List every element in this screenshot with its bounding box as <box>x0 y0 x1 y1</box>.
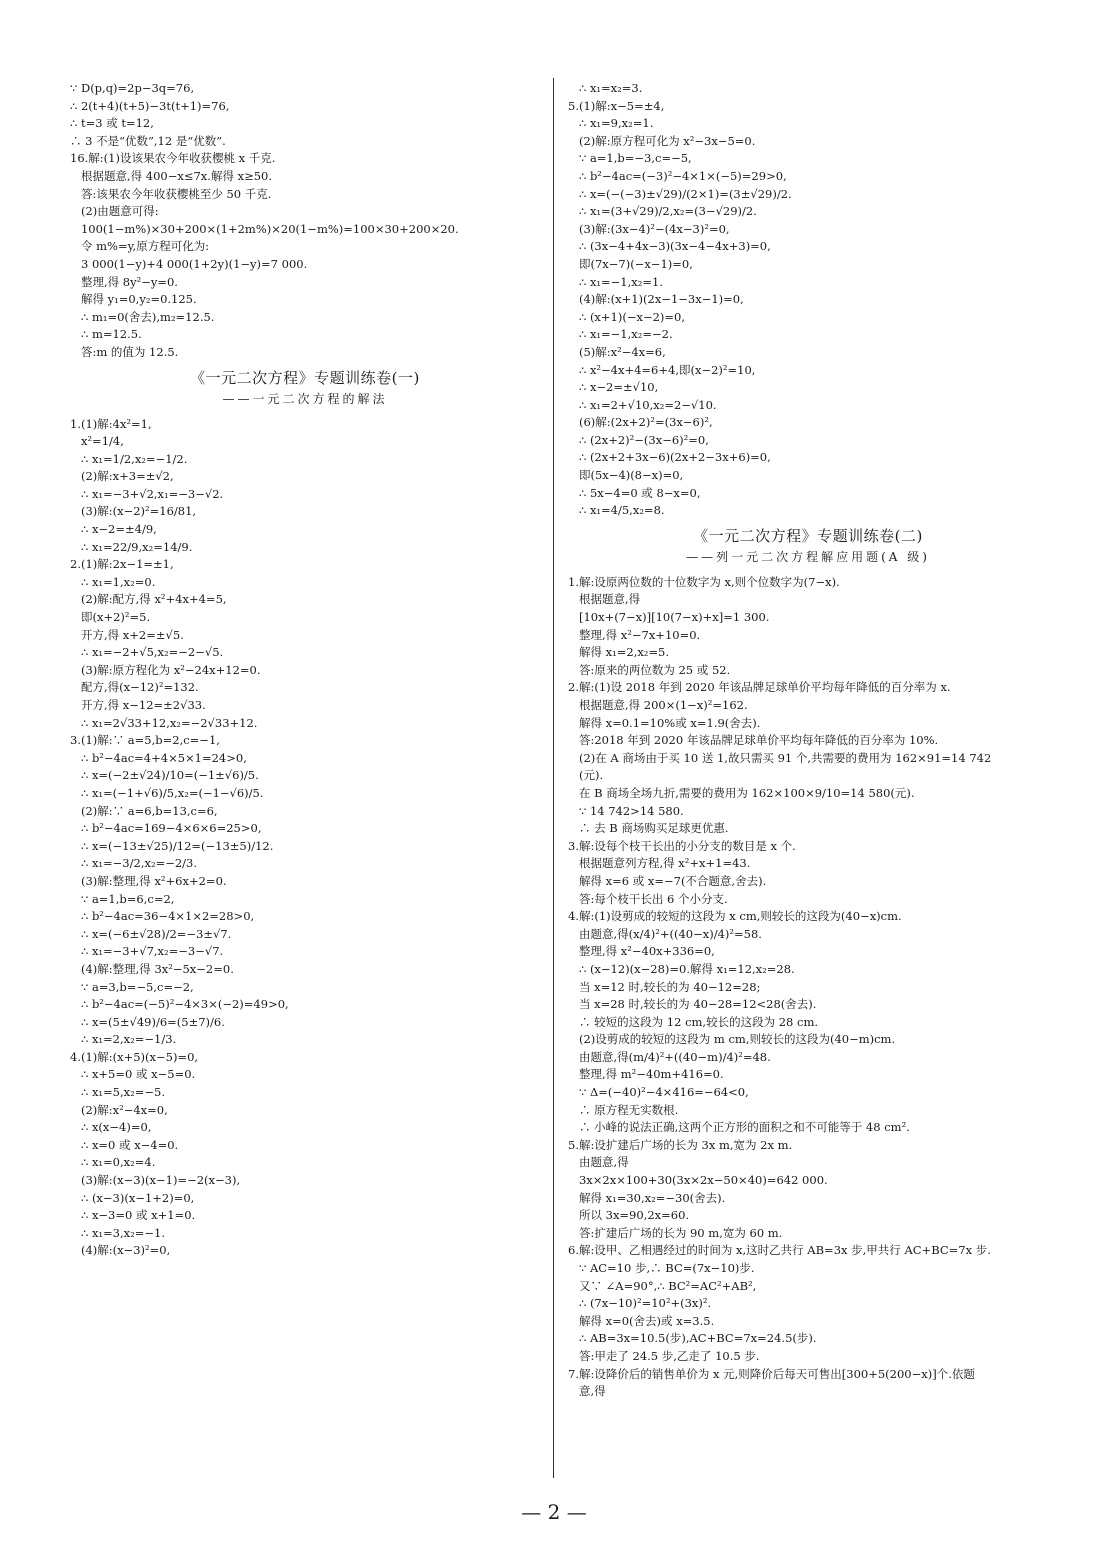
text-line: ∴ x₁=(−1+√6)/5,x₂=(−1−√6)/5. <box>70 785 264 800</box>
text-line: 由题意,得(m/4)²+((40−m)/4)²=48. <box>568 1049 771 1064</box>
text-line: ∴ x=(−(−3)±√29)/(2×1)=(3±√29)/2. <box>568 186 792 201</box>
text-line: ∴ x₁=−2+√5,x₂=−2−√5. <box>70 645 224 660</box>
text-line: 5.解:设扩建后广场的长为 3x m,宽为 2x m. <box>568 1137 793 1152</box>
text-line: 3x×2x×100+30(3x×2x−50×40)=642 000. <box>568 1173 828 1188</box>
text-line: 3.(1)解:∵ a=5,b=2,c=−1, <box>70 733 220 748</box>
text-line: 解得 x=6 或 x=−7(不合题意,舍去). <box>568 873 767 888</box>
text-line: 由题意,得(x/4)²+((40−x)/4)²=58. <box>568 926 762 941</box>
text-line: (6)解:(2x+2)²=(3x−6)², <box>568 415 713 430</box>
section-subtitle-1: ——一元二次方程的解法 <box>222 391 388 406</box>
text-line: 开方,得 x−12=±2√33. <box>70 698 206 712</box>
text-line: ∴ 小峰的说法正确,这两个正方形的面积之和不可能等于 48 cm². <box>568 1120 910 1135</box>
left-block-solutions <box>70 416 540 1261</box>
text-line: 解得 x₁=2,x₂=5. <box>568 645 670 660</box>
text-line: ∴ AB=3x=10.5(步),AC+BC=7x=24.5(步). <box>568 1331 817 1346</box>
left-block-continuation <box>70 80 540 362</box>
text-line: ∴ 2(t+4)(t+5)−3t(t+1)=76, <box>70 98 230 113</box>
text-line: ∴ 5x−4=0 或 8−x=0, <box>568 485 701 500</box>
text-line: ∴ b²−4ac=169−4×6×6=25>0, <box>70 821 262 836</box>
text-line: 100(1−m%)×30+200×(1+2m%)×20(1−m%)=100×30+200×20. <box>70 221 459 236</box>
text-line: ∵ a=3,b=−5,c=−2, <box>70 979 194 994</box>
text-line: ∴ 原方程无实数根. <box>568 1102 679 1117</box>
text-line: ∴ (x+1)(−x−2)=0, <box>568 309 686 324</box>
text-line: ∴ (2x+2)²−(3x−6)²=0, <box>568 432 709 447</box>
text-line: (4)解:(x−3)²=0, <box>70 1243 171 1258</box>
text-line: 解得 x=0(舍去)或 x=3.5. <box>568 1313 715 1328</box>
text-line: (5)解:x²−4x=6, <box>568 344 666 359</box>
text-line: ∴ (x−3)(x−1+2)=0, <box>70 1190 195 1205</box>
text-line: ∴ x₁=22/9,x₂=14/9. <box>70 539 193 554</box>
page-number: — 2 — <box>521 1500 587 1524</box>
text-line: (2)解:原方程可化为 x²−3x−5=0. <box>568 133 756 148</box>
text-line: 整理,得 8y²−y=0. <box>70 274 178 289</box>
text-line: 6.解:设甲、乙相遇经过的时间为 x,这时乙共行 AB=3x 步,甲共行 AC+BC=7x 步. <box>568 1243 991 1258</box>
text-line: (4)解:整理,得 3x²−5x−2=0. <box>70 961 234 976</box>
text-line: ∴ x₁=−3+√2,x₁=−3−√2. <box>70 486 224 501</box>
text-line: 即(5x−4)(8−x)=0, <box>568 468 684 483</box>
text-line: 根据题意,得 <box>568 592 641 607</box>
text-line: 解得 x₁=30,x₂=−30(舍去). <box>568 1190 726 1205</box>
text-line: 答:m 的值为 12.5. <box>70 344 179 359</box>
text-line: ∴ x=(−13±√25)/12=(−13±5)/12. <box>70 838 274 853</box>
text-line: ∴ b²−4ac=(−3)²−4×1×(−5)=29>0, <box>568 168 787 183</box>
text-line: 整理,得 x²−40x+336=0, <box>568 944 715 959</box>
text-line: (3)解:(x−2)²=16/81, <box>70 504 197 519</box>
text-line: (元). <box>568 768 604 783</box>
text-line: ∴ (2x+2+3x−6)(2x+2−3x+6)=0, <box>568 450 771 465</box>
text-line: 当 x=28 时,较长的为 40−28=12<28(舍去). <box>568 997 817 1012</box>
text-line: 由题意,得 <box>568 1155 629 1170</box>
text-line: ∴ x₁=2√33+12,x₂=−2√33+12. <box>70 715 258 730</box>
text-line: ∴ 3 不是“优数”,12 是“优数”. <box>70 133 226 148</box>
text-line: 根据题意,得 400−x≤7x.解得 x≥50. <box>70 168 273 183</box>
text-line: 整理,得 x²−7x+10=0. <box>568 627 701 642</box>
text-line: 1.解:设原两位数的十位数字为 x,则个位数字为(7−x). <box>568 574 840 589</box>
text-line: (2)由题意可得: <box>70 204 159 219</box>
text-line: ∴ x₁=(3+√29)/2,x₂=(3−√29)/2. <box>568 204 757 219</box>
text-line: ∴ x₁=−1,x₂=−2. <box>568 327 673 342</box>
text-line: (3)解:整理,得 x²+6x+2=0. <box>70 873 227 888</box>
section-subtitle-2: ——列一元二次方程解应用题(A 级) <box>686 549 930 564</box>
text-line: ∴ x₁=−1,x₂=1. <box>568 274 663 289</box>
text-line: 答:扩建后广场的长为 90 m,宽为 60 m. <box>568 1225 783 1240</box>
text-line: ∵ 14 742>14 580. <box>568 803 684 818</box>
text-line: 答:2018 年到 2020 年该品牌足球单价平均每年降低的百分率为 10%. <box>568 733 939 748</box>
text-line: 根据题意列方程,得 x²+x+1=43. <box>568 856 751 871</box>
text-line: 4.(1)解:(x+5)(x−5)=0, <box>70 1049 199 1064</box>
text-line: ∴ (x−12)(x−28)=0.解得 x₁=12,x₂=28. <box>568 961 795 976</box>
text-line: 2.(1)解:2x−1=±1, <box>70 557 174 572</box>
text-line: x²=1/4, <box>70 434 124 449</box>
text-line: 答:甲走了 24.5 步,乙走了 10.5 步. <box>568 1348 760 1363</box>
text-line: ∴ x₁=9,x₂=1. <box>568 116 654 131</box>
text-line: ∴ x−3=0 或 x+1=0. <box>70 1208 196 1223</box>
text-line: ∴ x₁=4/5,x₂=8. <box>568 503 665 518</box>
right-block-solutions <box>568 80 1048 520</box>
text-line: 在 B 商场全场九折,需要的费用为 162×100×9/10=14 580(元). <box>568 785 915 800</box>
text-line: (2)在 A 商场由于买 10 送 1,故只需买 91 个,共需要的费用为 162×91=14 742 <box>568 750 992 765</box>
text-line: ∴ (3x−4+4x−3)(3x−4−4x+3)=0, <box>568 239 771 254</box>
column-divider <box>553 78 554 1478</box>
text-line: 解得 x=0.1=10%或 x=1.9(舍去). <box>568 715 761 730</box>
text-line: ∴ x₁=x₂=3. <box>568 81 643 95</box>
text-line: 当 x=12 时,较长的为 40−12=28; <box>568 979 761 994</box>
text-line: ∴ x₁=−3+√7,x₂=−3−√7. <box>70 944 224 959</box>
left-column <box>70 80 540 1260</box>
text-line: 5.(1)解:x−5=±4, <box>568 98 665 113</box>
text-line: 即(x+2)²=5. <box>70 610 151 625</box>
text-line: ∴ x₁=2,x₂=−1/3. <box>70 1032 177 1047</box>
text-line: ∴ x₁=2+√10,x₂=2−√10. <box>568 397 717 412</box>
text-line: ∴ x+5=0 或 x−5=0. <box>70 1067 196 1082</box>
text-line: ∴ (7x−10)²=10²+(3x)². <box>568 1296 712 1311</box>
text-line: ∴ b²−4ac=4+4×5×1=24>0, <box>70 750 247 765</box>
text-line: ∴ x₁=5,x₂=−5. <box>70 1085 165 1100</box>
text-line: 答:每个枝干长出 6 个小分支. <box>568 891 728 906</box>
text-line: (2)解:配方,得 x²+4x+4=5, <box>70 592 227 607</box>
text-line: 7.解:设降价后的销售单价为 x 元,则降价后每天可售出[300+5(200−x)]个.依题 <box>568 1366 975 1381</box>
text-line: (2)设剪成的较短的这段为 m cm,则较长的这段为(40−m)cm. <box>568 1032 896 1047</box>
text-line: ∴ x₁=1,x₂=0. <box>70 574 156 589</box>
text-line: ∴ x−2=±√10, <box>568 380 659 395</box>
text-line: 2.解:(1)设 2018 年到 2020 年该品牌足球单价平均每年降低的百分率为 x. <box>568 680 951 695</box>
text-line: 1.(1)解:4x²=1, <box>70 416 152 431</box>
text-line: 4.解:(1)设剪成的较短的这段为 x cm,则较长的这段为(40−x)cm. <box>568 909 902 924</box>
text-line: (4)解:(x+1)(2x−1−3x−1)=0, <box>568 292 744 307</box>
text-line: ∴ x(x−4)=0, <box>70 1120 152 1135</box>
right-column <box>568 80 1048 1401</box>
text-line: ∴ b²−4ac=(−5)²−4×3×(−2)=49>0, <box>70 997 289 1012</box>
text-line: (2)解:x²−4x=0, <box>70 1102 168 1117</box>
text-line: ∴ x₁=3,x₂=−1. <box>70 1225 165 1240</box>
text-line: ∵ a=1,b=6,c=2, <box>70 891 175 906</box>
text-line: 3 000(1−y)+4 000(1+2y)(1−y)=7 000. <box>70 256 308 271</box>
text-line: ∴ 较短的这段为 12 cm,较长的这段为 28 cm. <box>568 1014 819 1029</box>
text-line: 意,得 <box>568 1384 606 1399</box>
text-line: ∵ D(p,q)=2p−3q=76, <box>70 81 195 95</box>
text-line: ∴ x=(−6±√28)/2=−3±√7. <box>70 926 232 941</box>
text-line: ∴ x−2=±4/9, <box>70 522 157 537</box>
text-line: ∴ m=12.5. <box>70 327 142 342</box>
text-line: [10x+(7−x)][10(7−x)+x]=1 300. <box>568 610 770 625</box>
text-line: 所以 3x=90,2x=60. <box>568 1208 690 1223</box>
text-line: 解得 y₁=0,y₂=0.125. <box>70 292 197 307</box>
text-line: ∴ t=3 或 t=12, <box>70 116 154 131</box>
text-line: ∴ x₁=0,x₂=4. <box>70 1155 156 1170</box>
section-title-2: 《一元二次方程》专题训练卷(二) <box>693 526 923 545</box>
text-line: 又∵ ∠A=90°,∴ BC²=AC²+AB², <box>568 1278 757 1293</box>
text-line: ∵ a=1,b=−3,c=−5, <box>568 151 692 166</box>
text-line: 令 m%=y,原方程可化为: <box>70 239 210 254</box>
text-line: ∴ x=(5±√49)/6=(5±7)/6. <box>70 1014 225 1029</box>
text-line: (2)解:x+3=±√2, <box>70 469 174 484</box>
text-line: 答:原来的两位数为 25 或 52. <box>568 662 731 677</box>
text-line: 开方,得 x+2=±√5. <box>70 627 184 642</box>
text-line: ∵ Δ=(−40)²−4×416=−64<0, <box>568 1085 749 1100</box>
text-line: 整理,得 m²−40m+416=0. <box>568 1067 724 1082</box>
text-line: (3)解:(x−3)(x−1)=−2(x−3), <box>70 1173 241 1188</box>
text-line: ∴ x=0 或 x−4=0. <box>70 1137 179 1152</box>
text-line: ∴ x=(−2±√24)/10=(−1±√6)/5. <box>70 768 259 783</box>
right-block-applications <box>568 574 1048 1401</box>
text-line: (3)解:(3x−4)²−(4x−3)²=0, <box>568 221 730 236</box>
text-line: 配方,得(x−12)²=132. <box>70 680 199 695</box>
text-line: ∵ AC=10 步,∴ BC=(7x−10)步. <box>568 1261 755 1275</box>
text-line: (3)解:原方程化为 x²−24x+12=0. <box>70 662 261 677</box>
text-line: 即(7x−7)(−x−1)=0, <box>568 256 693 271</box>
text-line: 16.解:(1)设该果农今年收获樱桃 x 千克. <box>70 151 276 166</box>
text-line: 根据题意,得 200×(1−x)²=162. <box>568 698 748 712</box>
text-line: ∴ b²−4ac=36−4×1×2=28>0, <box>70 909 255 924</box>
text-line: 答:该果农今年收获樱桃至少 50 千克. <box>70 186 272 201</box>
text-line: (2)解:∵ a=6,b=13,c=6, <box>70 803 218 818</box>
text-line: ∴ x²−4x+4=6+4,即(x−2)²=10, <box>568 362 756 377</box>
text-line: ∴ x₁=−3/2,x₂=−2/3. <box>70 856 197 871</box>
text-line: ∴ x₁=1/2,x₂=−1/2. <box>70 451 188 466</box>
text-line: ∴ 去 B 商场购买足球更优惠. <box>568 821 729 836</box>
text-line: ∴ m₁=0(舍去),m₂=12.5. <box>70 309 215 324</box>
text-line: 3.解:设每个枝干长出的小分支的数目是 x 个. <box>568 838 796 853</box>
section-title-1: 《一元二次方程》专题训练卷(一) <box>190 368 420 387</box>
